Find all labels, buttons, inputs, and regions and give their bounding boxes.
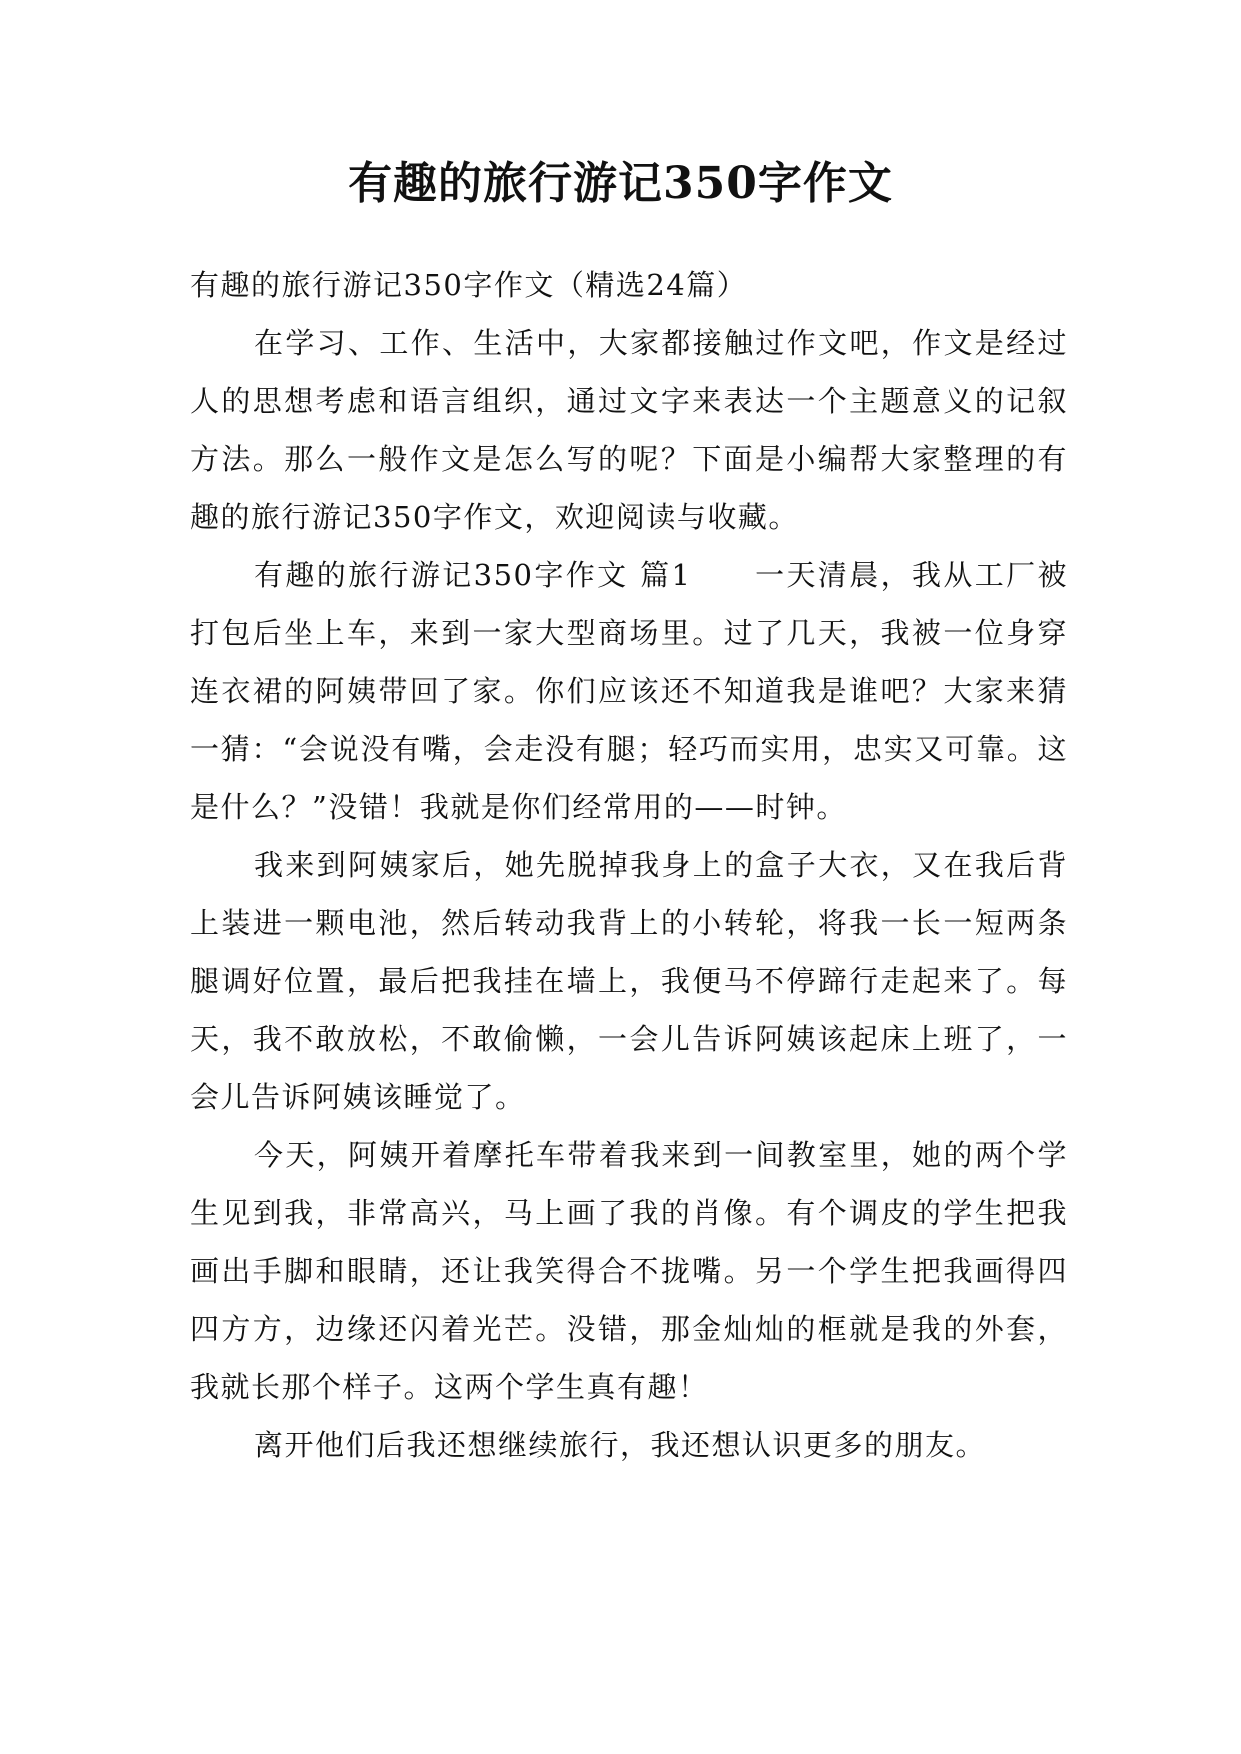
paragraph-essay-1-classroom: 今天，阿姨开着摩托车带着我来到一间教室里，她的两个学生见到我，非常高兴，马上画了我的肖像。有个调皮的学生把我画出手脚和眼睛，还让我笑得合不拢嘴。另一个学生把我画得四四方方，边缘还闪着光芒。没错，那金灿灿的框就是我的外套，我就长那个样子。这两个学生真有趣！ (190, 1138, 1068, 1404)
document-body (190, 256, 1068, 1474)
paragraph-intro: 在学习、工作、生活中，大家都接触过作文吧，作文是经过人的思想考虑和语言组织，通过文字来表达一个主题意义的记叙方法。那么一般作文是怎么写的呢？下面是小编帮大家整理的有趣的旅行游记350字作文，欢迎阅读与收藏。 (190, 326, 1068, 534)
document-subtitle: 有趣的旅行游记350字作文（精选24篇） (190, 268, 748, 302)
document-title: 有趣的旅行游记350字作文 (348, 158, 893, 209)
paragraph-essay-1-continue: 离开他们后我还想继续旅行，我还想认识更多的朋友。 (254, 1428, 987, 1462)
paragraph-essay-1-start: 有趣的旅行游记350字作文 篇1 一天清晨，我从工厂被打包后坐上车，来到一家大型商场里。过了几天，我被一位身穿连衣裙的阿姨带回了家。你们应该还不知道我是谁吧？大家来猜一猜：“会说没有嘴，会走没有腿；轻巧而实用，忠实又可靠。这是什么？”没错！我就是你们经常用的——时钟。 (190, 558, 1068, 824)
paragraph-essay-1-home: 我来到阿姨家后，她先脱掉我身上的盒子大衣，又在我后背上装进一颗电池，然后转动我背上的小转轮，将我一长一短两条腿调好位置，最后把我挂在墙上，我便马不停蹄行走起来了。每天，我不敢放松，不敢偷懒，一会儿告诉阿姨该起床上班了，一会儿告诉阿姨该睡觉了。 (190, 848, 1068, 1114)
